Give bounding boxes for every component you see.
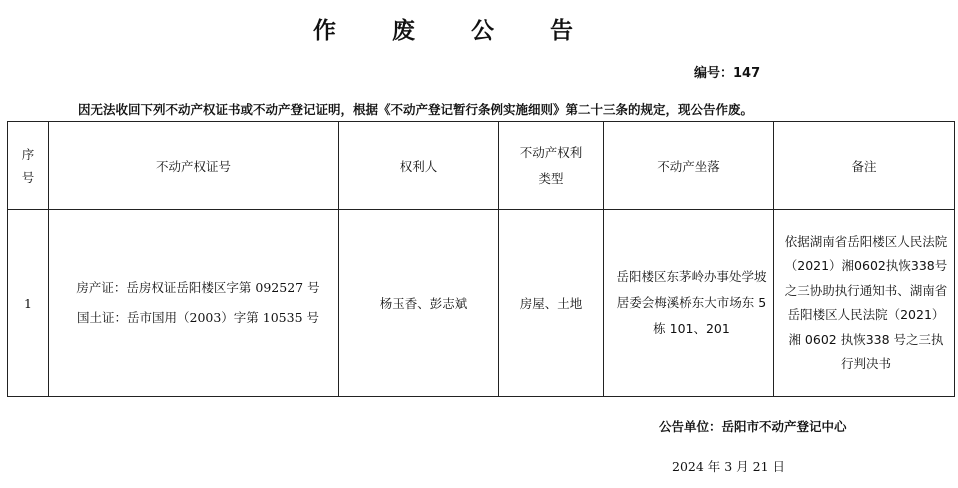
header-holder: 权利人	[339, 122, 499, 210]
issue-date: 2024 年 3 月 21 日	[672, 459, 786, 474]
notice-title: 作 废 公 告	[312, 18, 598, 44]
row-holder: 杨玉香、彭志斌	[339, 210, 499, 397]
void-certificates-table	[7, 121, 955, 397]
cert-land: 国土证：岳市国用（2003）字第 10535 号	[76, 310, 320, 325]
row-location: 岳阳楼区东茅岭办事处学坡居委会梅溪桥东大市场东 5 栋 101、201	[604, 210, 774, 397]
header-type-line2: 类型	[538, 170, 564, 186]
intro-paragraph: 因无法收回下列不动产权证书或不动产登记证明，根据《不动产登记暂行条例实施细则》第二十三条的规定，现公告作废。	[78, 102, 754, 117]
header-seq-line1: 序	[21, 146, 35, 162]
header-note: 备注	[774, 122, 955, 210]
header-type-line1: 不动产权利	[519, 144, 583, 160]
table-row	[8, 210, 955, 397]
header-seq-line2: 号	[21, 169, 35, 185]
row-cert-no	[49, 210, 339, 397]
header-location: 不动产坐落	[604, 122, 774, 210]
row-note: 依据湖南省岳阳楼区人民法院（2021）湘0602执恢338号之三协助执行通知书、湖南省岳阳楼区人民法院（2021）湘 0602 执恢338 号之三执行判决书	[774, 210, 955, 397]
header-cert-no: 不动产权证号	[49, 122, 339, 210]
header-right-type	[499, 122, 604, 210]
header-seq	[8, 122, 49, 210]
row-right-type: 房屋、土地	[499, 210, 604, 397]
table-header-row	[8, 122, 955, 210]
serial-number: 编号：147	[694, 66, 761, 81]
row-seq: 1	[8, 210, 49, 397]
cert-house: 房产证：岳房权证岳阳楼区字第 092527 号	[76, 280, 320, 295]
issuing-unit: 公告单位：岳阳市不动产登记中心	[659, 419, 847, 434]
